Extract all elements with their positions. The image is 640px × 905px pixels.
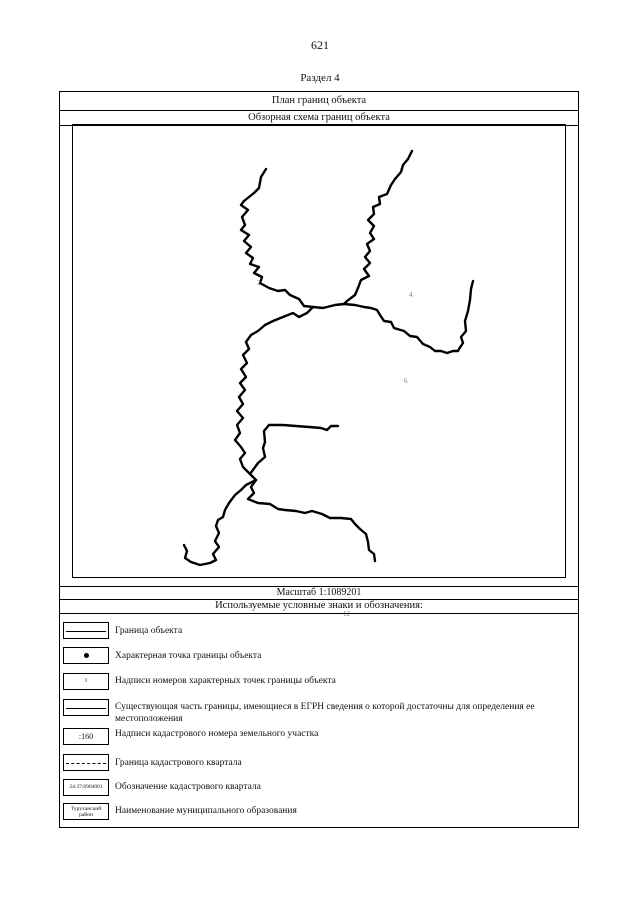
page-number: 621: [311, 38, 329, 52]
scheme-title: Обзорная схема границ объекта: [60, 111, 578, 126]
legend-text: Характерная точка границы объекта: [115, 651, 262, 661]
river-arm-lower: [248, 480, 375, 561]
section-title: Раздел 4: [300, 72, 340, 84]
legend-text: Надписи номеров характерных точек границы объекта: [115, 676, 336, 686]
faint-label: 12: [343, 610, 350, 618]
river-arm-lower-left: [184, 480, 256, 565]
river-arm-upper-left: [241, 169, 313, 307]
river-branch-lower-right: [250, 425, 338, 474]
map-scale: Масштаб 1:1089201: [60, 586, 578, 600]
river-arm-upper-right: [344, 151, 412, 304]
plan-frame: [59, 91, 579, 828]
legend-text: Граница объекта: [115, 626, 183, 636]
faint-label: 2: [257, 279, 261, 287]
object-boundary-symbol: [63, 622, 109, 639]
cadastral-number-symbol: :160: [63, 728, 109, 745]
legend-title: Используемые условные знаки и обозначения:: [60, 599, 578, 614]
legend-text: Надписи кадастрового номера земельного участка: [115, 729, 319, 739]
municipality-symbol: Туруханский район: [63, 803, 109, 820]
legend-text: Обозначение кадастрового квартала: [115, 782, 261, 792]
existing-boundary-symbol: [63, 699, 109, 716]
plan-title: План границ объекта: [60, 92, 578, 111]
point-number-symbol: 1: [63, 673, 109, 690]
faint-label: 6: [404, 377, 408, 385]
quarter-boundary-symbol: [63, 754, 109, 771]
characteristic-point-symbol: [63, 647, 109, 664]
legend-text: Граница кадастрового квартала: [115, 758, 242, 768]
legend-text: Наименование муниципального образования: [115, 806, 297, 816]
faint-label: 4: [409, 291, 413, 299]
quarter-designation-symbol: 24:37:0904001: [63, 779, 109, 796]
river-trunk: [235, 304, 344, 480]
legend-text: Существующая часть границы, имеющиеся в ЕГРН сведения о которой достаточны для определения ее местоположения: [115, 702, 535, 724]
